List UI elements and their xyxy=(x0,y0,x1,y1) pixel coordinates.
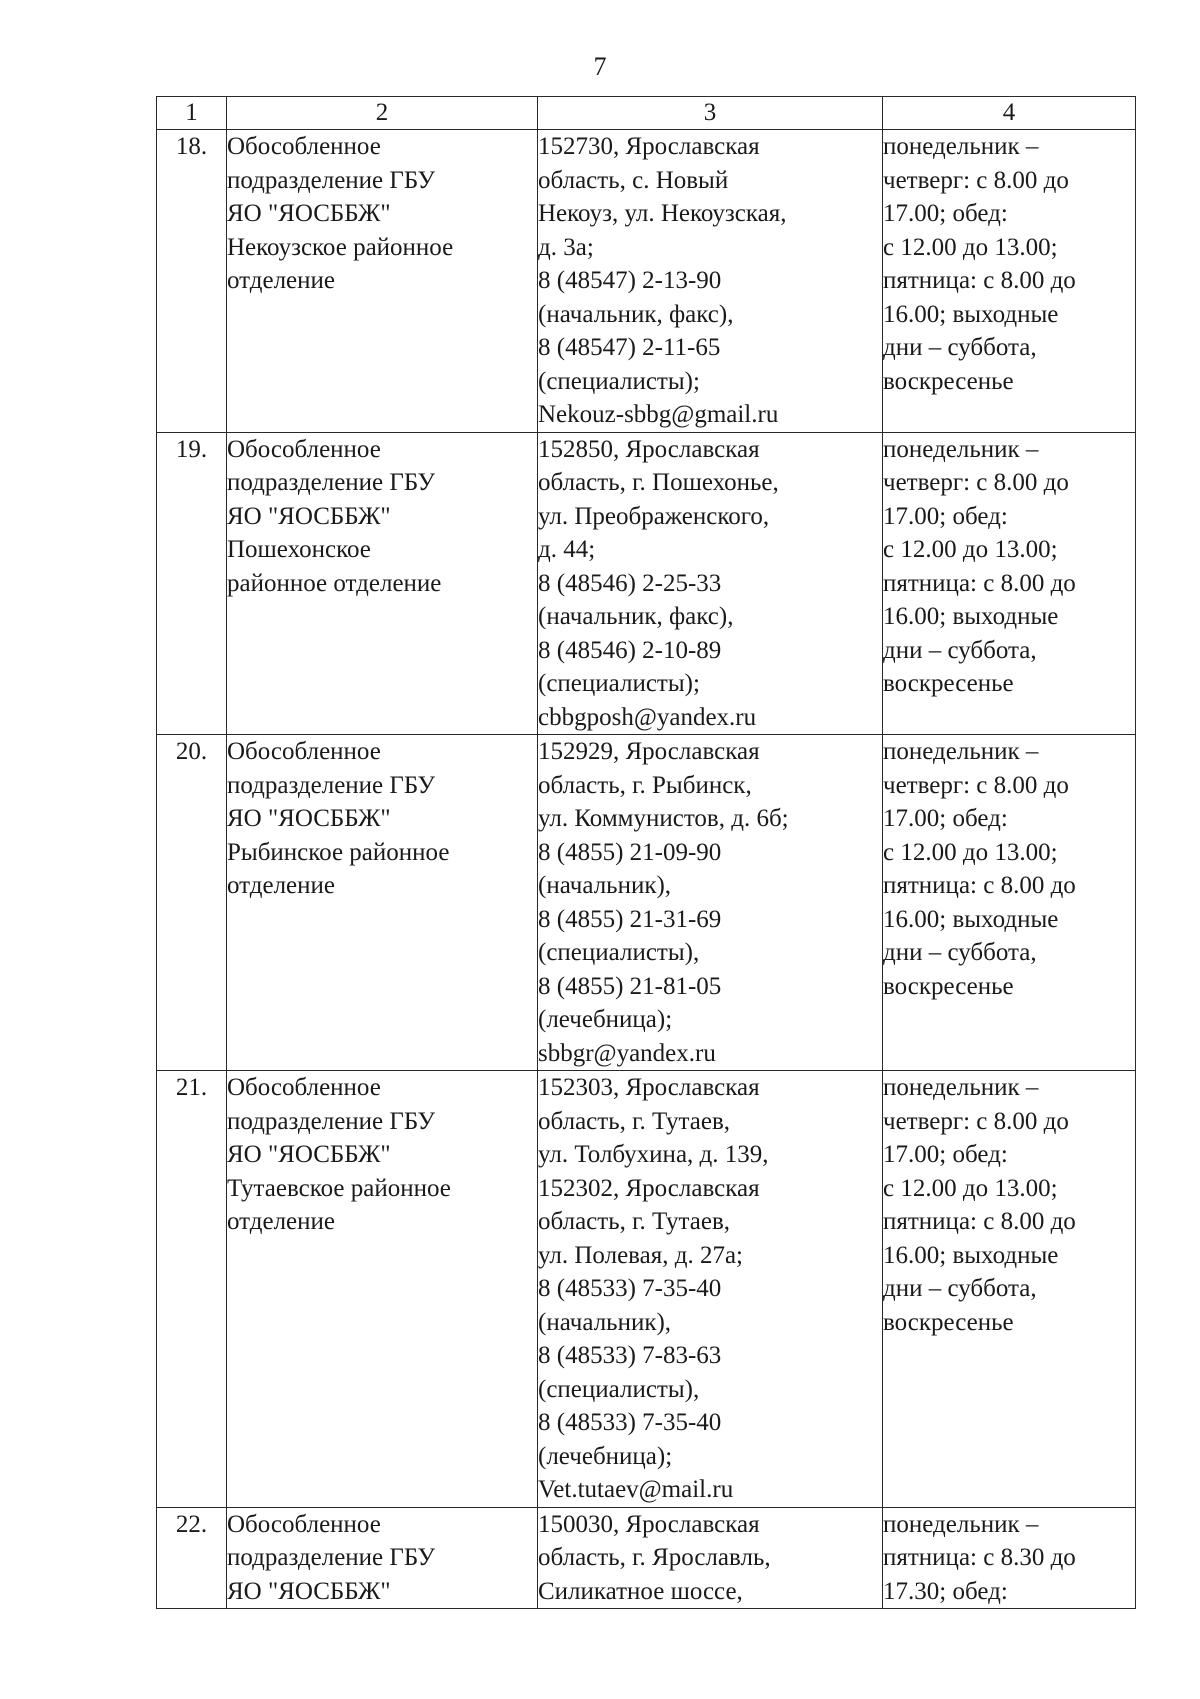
address-contacts-cell xyxy=(538,1071,883,1508)
cell-text-line: 8 (48546) 2-25-33 xyxy=(538,569,722,597)
services-table xyxy=(156,96,1136,1609)
organization-name-cell xyxy=(227,1507,538,1609)
cell-text-line: ул. Коммунистов, д. 6б; xyxy=(538,805,789,832)
cell-text-line: область, г. Ярославль, xyxy=(538,1544,771,1571)
cell-text-line: Обособленное xyxy=(227,1510,381,1538)
cell-text-line: 152850, Ярославская xyxy=(538,435,760,463)
cell-text-line: д. 3а; xyxy=(538,233,594,261)
cell-text-line: (специалисты); xyxy=(538,367,700,395)
cell-text-line: 152303, Ярославская xyxy=(538,1074,760,1101)
cell-text-line: 17.30; обед: xyxy=(883,1577,1008,1605)
cell-text-line: область, с. Новый xyxy=(538,166,729,194)
cell-text-line: 8 (48533) 7-83-63 xyxy=(538,1342,722,1369)
cell-text-line: воскресенье xyxy=(883,1308,1014,1336)
cell-text-line: (специалисты), xyxy=(538,1375,700,1403)
cell-text-line: 17.00; обед: xyxy=(883,502,1008,530)
cell-text-line: 152302, Ярославская xyxy=(538,1174,760,1202)
cell-text-line: Nekouz-sbbg@gmail.ru xyxy=(538,401,779,428)
cell-text-line: ЯО "ЯОСББЖ" xyxy=(227,1577,391,1605)
table-header-row xyxy=(157,97,1136,130)
cell-text-line: понедельник – xyxy=(883,1074,1039,1101)
cell-text-line: ул. Преображенского, xyxy=(538,502,770,530)
cell-text-line: 8 (48547) 2-13-90 xyxy=(538,267,722,294)
cell-text-line: 16.00; выходные xyxy=(883,1241,1059,1269)
cell-text-line: sbbgr@yandex.ru xyxy=(538,1039,716,1067)
cell-text-line: дни – суббота, xyxy=(883,939,1037,966)
cell-text-line: 8 (48533) 7-35-40 xyxy=(538,1409,722,1436)
cell-text-line: 17.00; обед: xyxy=(883,200,1008,227)
address-contacts-cell xyxy=(538,735,883,1071)
table-row xyxy=(157,735,1136,1071)
cell-text-line: Обособленное xyxy=(227,435,381,463)
row-number-cell: 19. xyxy=(157,432,227,735)
cell-text-line: четверг: с 8.00 до xyxy=(883,166,1069,194)
cell-text-line: пятница: с 8.00 до xyxy=(883,872,1076,899)
cell-text-line: ул. Толбухина, д. 139, xyxy=(538,1141,769,1168)
cell-text-line: (начальник, факс), xyxy=(538,300,734,328)
cell-text-line: ЯО "ЯОСББЖ" xyxy=(227,805,391,832)
address-contacts-cell xyxy=(538,432,883,735)
working-hours-cell xyxy=(883,735,1136,1071)
organization-name-cell xyxy=(227,432,538,735)
cell-text-line: дни – суббота, xyxy=(883,1275,1037,1302)
cell-text-line: пятница: с 8.00 до xyxy=(883,569,1076,597)
address-contacts-cell xyxy=(538,130,883,433)
cell-text-line: подразделение ГБУ xyxy=(227,771,436,799)
cell-text-line: (начальник), xyxy=(538,872,672,899)
row-number-cell: 21. xyxy=(157,1071,227,1508)
cell-text-line: пятница: с 8.00 до xyxy=(883,267,1076,294)
cell-text-line: дни – суббота, xyxy=(883,636,1037,664)
cell-text-line: 16.00; выходные xyxy=(883,603,1059,630)
cell-text-line: Обособленное xyxy=(227,1074,381,1101)
cell-text-line: cbbgposh@yandex.ru xyxy=(538,703,757,731)
cell-text-line: отделение xyxy=(227,872,336,899)
cell-text-line: понедельник – xyxy=(883,133,1039,160)
cell-text-line: Некоуз, ул. Некоузская, xyxy=(538,200,787,227)
cell-text-line: 8 (48533) 7-35-40 xyxy=(538,1275,722,1302)
cell-text-line: 152730, Ярославская xyxy=(538,133,760,160)
cell-text-line: пятница: с 8.30 до xyxy=(883,1544,1076,1571)
organization-name-cell xyxy=(227,130,538,433)
cell-text-line: четверг: с 8.00 до xyxy=(883,469,1069,496)
cell-text-line: Пошехонское xyxy=(227,536,371,563)
cell-text-line: Силикатное шоссе, xyxy=(538,1577,743,1605)
cell-text-line: четверг: с 8.00 до xyxy=(883,771,1069,799)
cell-text-line: Обособленное xyxy=(227,133,381,160)
cell-text-line: область, г. Тутаев, xyxy=(538,1208,731,1235)
cell-text-line: (начальник, факс), xyxy=(538,603,734,630)
organization-name-cell xyxy=(227,735,538,1071)
working-hours-cell xyxy=(883,1071,1136,1508)
address-contacts-cell xyxy=(538,1507,883,1609)
cell-text-line: с 12.00 до 13.00; xyxy=(883,536,1058,563)
column-header-2: 2 xyxy=(227,97,538,130)
cell-text-line: 8 (48546) 2-10-89 xyxy=(538,636,722,664)
cell-text-line: ул. Полевая, д. 27а; xyxy=(538,1241,744,1269)
cell-text-line: (начальник), xyxy=(538,1308,672,1336)
cell-text-line: подразделение ГБУ xyxy=(227,166,436,194)
cell-text-line: ЯО "ЯОСББЖ" xyxy=(227,502,391,530)
cell-text-line: понедельник – xyxy=(883,738,1039,765)
cell-text-line: (специалисты); xyxy=(538,670,700,697)
cell-text-line: Обособленное xyxy=(227,738,381,765)
cell-text-line: (лечебница); xyxy=(538,1006,673,1033)
cell-text-line: подразделение ГБУ xyxy=(227,1544,436,1571)
working-hours-cell xyxy=(883,432,1136,735)
cell-text-line: область, г. Рыбинск, xyxy=(538,771,752,799)
cell-text-line: с 12.00 до 13.00; xyxy=(883,233,1058,261)
cell-text-line: воскресенье xyxy=(883,367,1014,395)
cell-text-line: понедельник – xyxy=(883,1510,1039,1538)
table-row xyxy=(157,432,1136,735)
cell-text-line: отделение xyxy=(227,1208,336,1235)
cell-text-line: 17.00; обед: xyxy=(883,1141,1008,1168)
cell-text-line: область, г. Пошехонье, xyxy=(538,469,779,496)
cell-text-line: 8 (48547) 2-11-65 xyxy=(538,334,721,361)
cell-text-line: дни – суббота, xyxy=(883,334,1037,361)
cell-text-line: Рыбинское районное xyxy=(227,838,450,866)
cell-text-line: 152929, Ярославская xyxy=(538,738,760,765)
cell-text-line: 16.00; выходные xyxy=(883,300,1059,328)
column-header-3: 3 xyxy=(538,97,883,130)
cell-text-line: отделение xyxy=(227,267,336,294)
cell-text-line: с 12.00 до 13.00; xyxy=(883,1174,1058,1202)
cell-text-line: Некоузское районное xyxy=(227,233,454,261)
cell-text-line: д. 44; xyxy=(538,536,596,563)
page-number: 7 xyxy=(593,52,607,81)
cell-text-line: 8 (4855) 21-31-69 xyxy=(538,905,722,933)
cell-text-line: область, г. Тутаев, xyxy=(538,1107,731,1135)
cell-text-line: понедельник – xyxy=(883,435,1039,463)
cell-text-line: с 12.00 до 13.00; xyxy=(883,838,1058,866)
cell-text-line: (специалисты), xyxy=(538,939,700,966)
table-row xyxy=(157,130,1136,433)
cell-text-line: пятница: с 8.00 до xyxy=(883,1208,1076,1235)
row-number-cell: 22. xyxy=(157,1507,227,1609)
cell-text-line: подразделение ГБУ xyxy=(227,469,436,496)
row-number-cell: 18. xyxy=(157,130,227,433)
column-header-1: 1 xyxy=(157,97,227,130)
cell-text-line: 16.00; выходные xyxy=(883,905,1059,933)
cell-text-line: 17.00; обед: xyxy=(883,805,1008,832)
cell-text-line: четверг: с 8.00 до xyxy=(883,1107,1069,1135)
working-hours-cell xyxy=(883,1507,1136,1609)
cell-text-line: ЯО "ЯОСББЖ" xyxy=(227,1141,391,1168)
cell-text-line: подразделение ГБУ xyxy=(227,1107,436,1135)
cell-text-line: воскресенье xyxy=(883,972,1014,1000)
cell-text-line: ЯО "ЯОСББЖ" xyxy=(227,200,391,227)
cell-text-line: 150030, Ярославская xyxy=(538,1510,760,1538)
cell-text-line: воскресенье xyxy=(883,670,1014,697)
cell-text-line: Vet.tutaev@mail.ru xyxy=(538,1476,734,1503)
cell-text-line: 8 (4855) 21-09-90 xyxy=(538,838,722,866)
table-row xyxy=(157,1071,1136,1508)
working-hours-cell xyxy=(883,130,1136,433)
row-number-cell: 20. xyxy=(157,735,227,1071)
organization-name-cell xyxy=(227,1071,538,1508)
cell-text-line: Тутаевское районное xyxy=(227,1174,451,1202)
cell-text-line: районное отделение xyxy=(227,569,442,597)
cell-text-line: (лечебница); xyxy=(538,1442,673,1470)
column-header-4: 4 xyxy=(883,97,1136,130)
table-row xyxy=(157,1507,1136,1609)
cell-text-line: 8 (4855) 21-81-05 xyxy=(538,972,722,1000)
